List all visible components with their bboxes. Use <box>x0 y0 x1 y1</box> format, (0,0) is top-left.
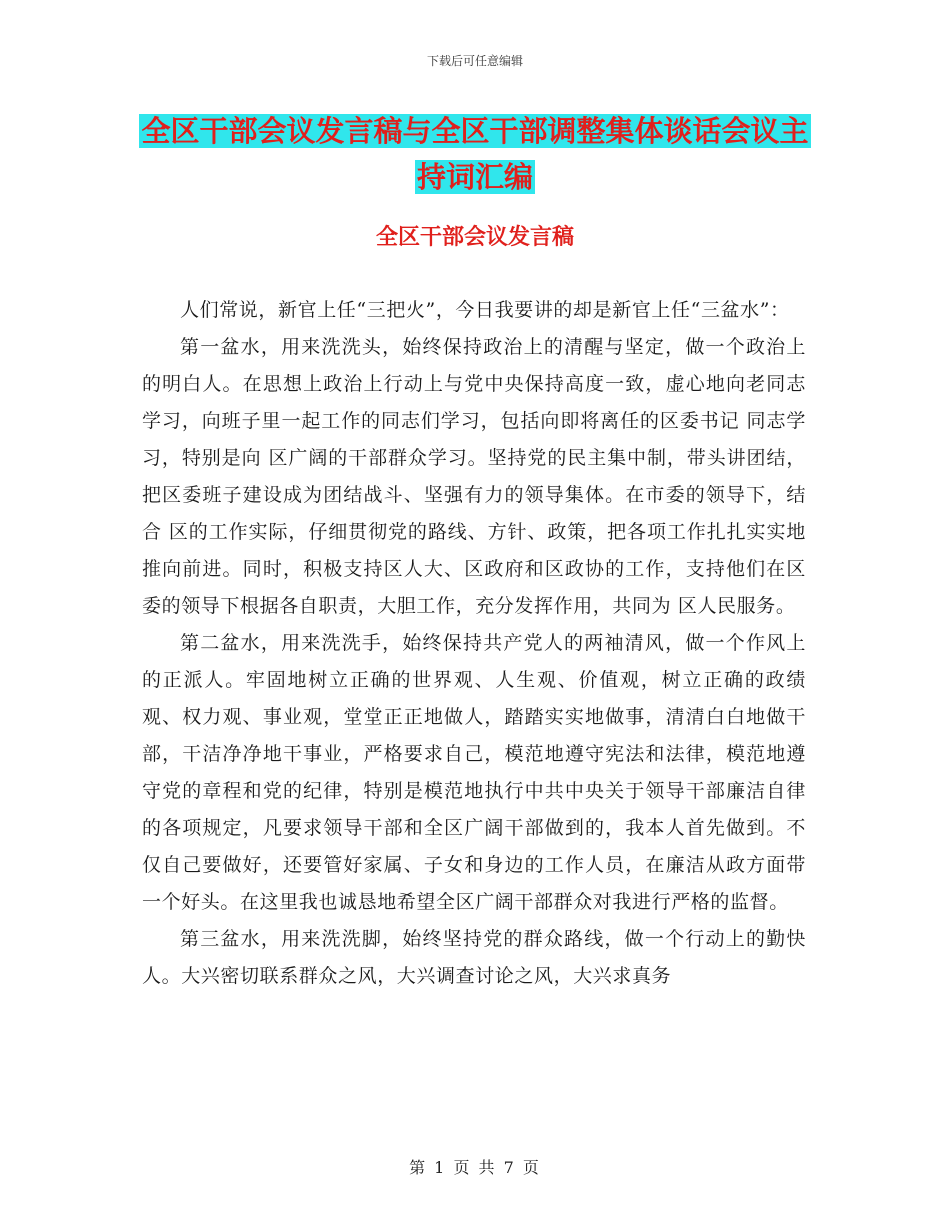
paragraph: 第三盆水，用来洗洗脚，始终坚持党的群众路线，做一个行动上的勤快人。大兴密切联系群众之风，大兴调查讨论之风，大兴求真务 <box>142 928 806 987</box>
document-title <box>0 108 950 200</box>
paragraph: 第二盆水，用来洗洗手，始终保持共产党人的两袖清风，做一个作风上的正派人。牢固地树立正确的世界观、人生观、价值观，树立正确的政绩观、权力观、事业观，堂堂正正地做人，踏踏实实地做事，清清白白地做干部，干洁净净地干事业，严格要求自己，模范地遵守宪法和法律，模范地遵守党的章程和党的纪律，特别是模范地执行中共中央关于领导干部廉洁自律的各项规定，凡要求领导干部和全区广阔干部做到的，我本人首先做到。不仅自己要做好，还要管好家属、子女和身边的工作人员，在廉洁从政方面带一个好头。在这里我也诚恳地希望全区广阔干部群众对我进行严格的监督。 <box>142 632 806 913</box>
paragraph: 第一盆水，用来洗洗头，始终保持政治上的清醒与坚定，做一个政治上的明白人。在思想上政治上行动上与党中央保持高度一致，虚心地向老同志学习，向班子里一起工作的同志们学习，包括向即将离任的区委书记 同志学习，特别是向 区广阔的干部群众学习。坚持党的民主集中制，带头讲团结，把区委班子建设成为团结战斗、坚强有力的领导集体。在市委的领导下，结合 区的工作实际，仔细贯彻党的路线、方针、政策，把各项工作扎扎实实地推向前进。同时，积极支持区人大、区政府和区政协的工作，支持他们在区委的领导下根据各自职责，大胆工作，充分发挥作用，共同为 区人民服务。 <box>142 336 806 617</box>
document-title-line-2: 持词汇编 <box>416 160 533 194</box>
page-header-note: 下载后可任意编辑 <box>426 54 523 68</box>
section-heading: 全区干部会议发言稿 <box>375 225 574 250</box>
document-body <box>142 292 806 995</box>
document-title-line-1: 全区干部会议发言稿与全区干部调整集体谈话会议主 <box>141 114 809 148</box>
page-number: 第 1 页 共 7 页 <box>409 1158 541 1177</box>
paragraph: 人们常说，新官上任“三把火”，今日我要讲的却是新官上任“三盆水”： <box>180 299 790 321</box>
